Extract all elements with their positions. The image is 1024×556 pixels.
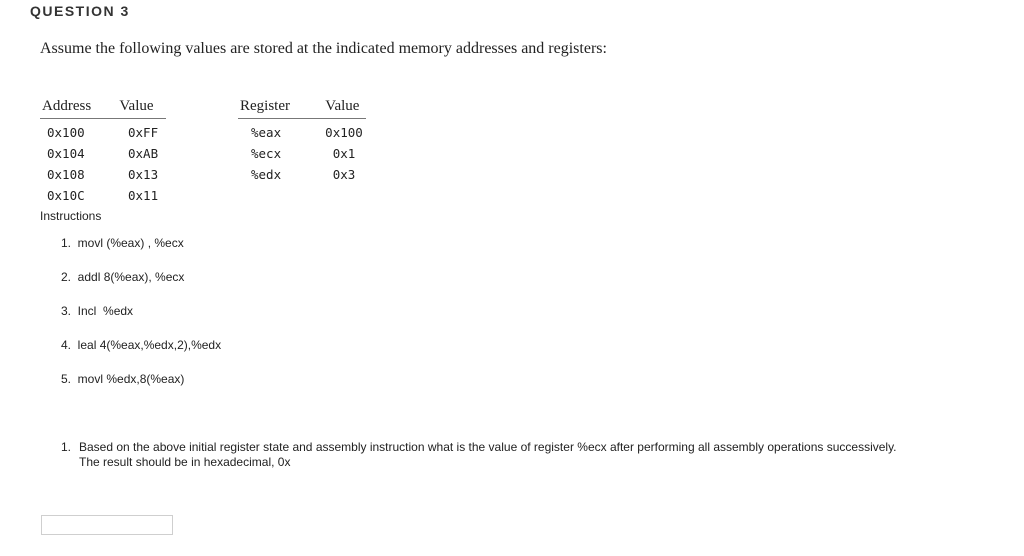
memory-header-address: Address	[42, 98, 92, 114]
register-value: 0x1	[332, 146, 356, 161]
table-row	[238, 143, 368, 164]
memory-value: 0x11	[128, 188, 159, 203]
register-value: 0x3	[332, 167, 356, 182]
instructions-title: Instructions	[40, 209, 102, 223]
list-item: 4. leal 4(%eax,%edx,2),%edx	[61, 338, 222, 352]
memory-address: 0x104	[47, 146, 85, 161]
question-number: 1.	[61, 440, 72, 454]
memory-address: 0x100	[47, 125, 85, 140]
memory-address: 0x10C	[47, 188, 85, 203]
register-header-register: Register	[240, 98, 290, 114]
memory-value: 0x13	[128, 167, 159, 182]
memory-value: 0xAB	[128, 146, 159, 161]
question-body	[79, 440, 897, 470]
memory-address: 0x108	[47, 167, 85, 182]
question-text: Based on the above initial register state and assembly instruction what is the value of register %ecx after performing all assembly operations successively.	[79, 440, 897, 454]
register-header-value: Value	[325, 98, 360, 114]
memory-table-header	[40, 93, 166, 119]
instructions-list	[61, 236, 221, 406]
register-name: %eax	[251, 125, 282, 140]
memory-header-value: Value	[119, 98, 154, 114]
list-item: 3. Incl %edx	[61, 304, 134, 318]
memory-value: 0xFF	[128, 125, 159, 140]
list-item: 1. movl (%eax) , %ecx	[61, 236, 184, 250]
table-row	[40, 164, 178, 185]
question-header: QUESTION 3	[30, 3, 130, 19]
register-value: 0x100	[325, 125, 363, 140]
intro-text: Assume the following values are stored at the indicated memory addresses and registers:	[40, 40, 607, 57]
table-row	[238, 122, 368, 143]
register-table-header	[238, 93, 366, 119]
table-row	[40, 143, 178, 164]
table-row	[40, 185, 178, 206]
table-row	[40, 122, 178, 143]
memory-table	[40, 93, 178, 206]
question-prompt	[61, 440, 981, 470]
table-row	[238, 164, 368, 185]
register-name: %edx	[251, 167, 282, 182]
register-table	[238, 93, 368, 185]
list-item: 2. addl 8(%eax), %ecx	[61, 270, 185, 284]
register-name: %ecx	[251, 146, 282, 161]
list-item: 5. movl %edx,8(%eax)	[61, 372, 185, 386]
answer-input[interactable]	[41, 515, 173, 535]
question-hint: The result should be in hexadecimal, 0x	[79, 455, 291, 469]
